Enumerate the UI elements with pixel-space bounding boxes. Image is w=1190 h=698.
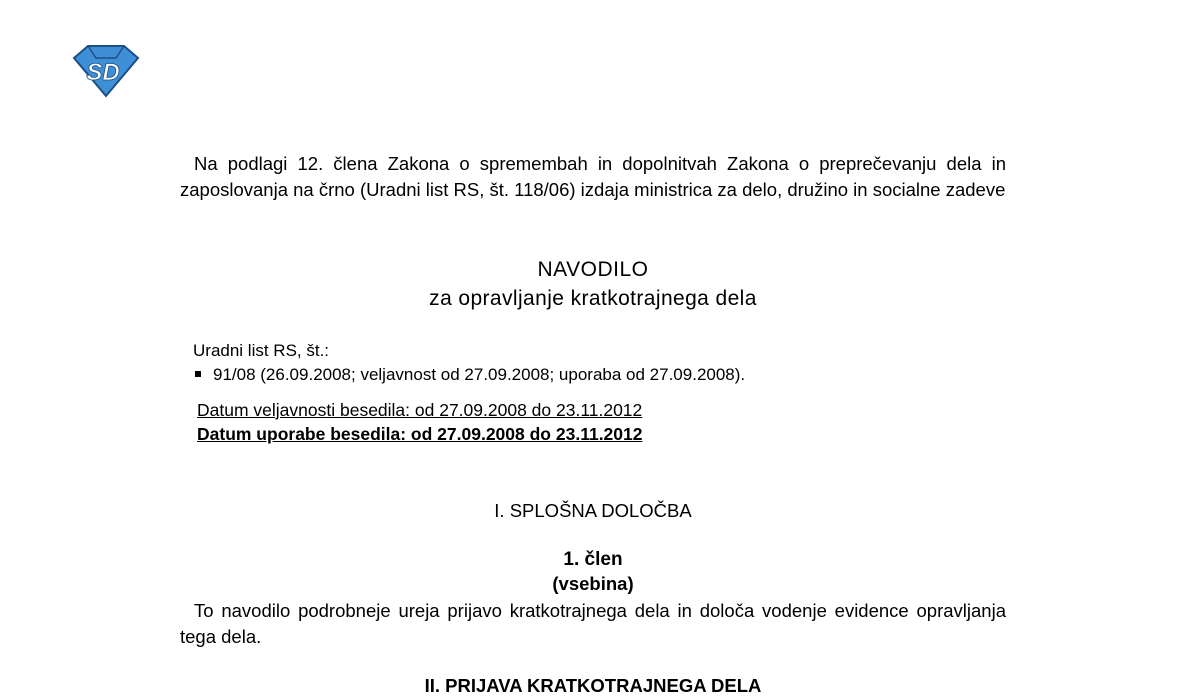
gazette-label: Uradni list RS, št.: (193, 341, 330, 360)
gazette-entry-text: 91/08 (26.09.2008; veljavnost od 27.09.2008; uporaba od 27.09.2008). (213, 365, 746, 384)
document-title: NAVODILO (537, 258, 649, 281)
article-paragraph: To navodilo podrobneje ureja prijavo kratkotrajnega dela in določa vodenje evidence opravljanja tega dela. (180, 600, 1006, 647)
intro-paragraph: Na podlagi 12. člena Zakona o spremembah in dopolnitvah Zakona o preprečevanju dela in zaposlovanja na črno (Uradni list RS, št. 118/06) izdaja ministrica za delo, družino in socialne zadeve (180, 153, 1006, 200)
logo-letters: SD (86, 59, 120, 86)
section-heading-general: I. SPLOŠNA DOLOČBA (494, 500, 692, 521)
validity-date-link[interactable]: Datum veljavnosti besedila: od 27.09.2008 do 23.11.2012 (197, 400, 643, 420)
gazette-entry (195, 363, 745, 387)
document-subtitle: za opravljanje kratkotrajnega dela (429, 287, 757, 310)
section-heading-registration: II. PRIJAVA KRATKOTRAJNEGA DELA (424, 675, 762, 696)
article-title: (vsebina) (552, 573, 634, 594)
sd-logo-icon (72, 44, 140, 98)
bullet-icon (195, 371, 201, 377)
usage-date-link[interactable]: Datum uporabe besedila: od 27.09.2008 do 23.11.2012 (197, 424, 643, 444)
article-number: 1. člen (563, 549, 623, 570)
